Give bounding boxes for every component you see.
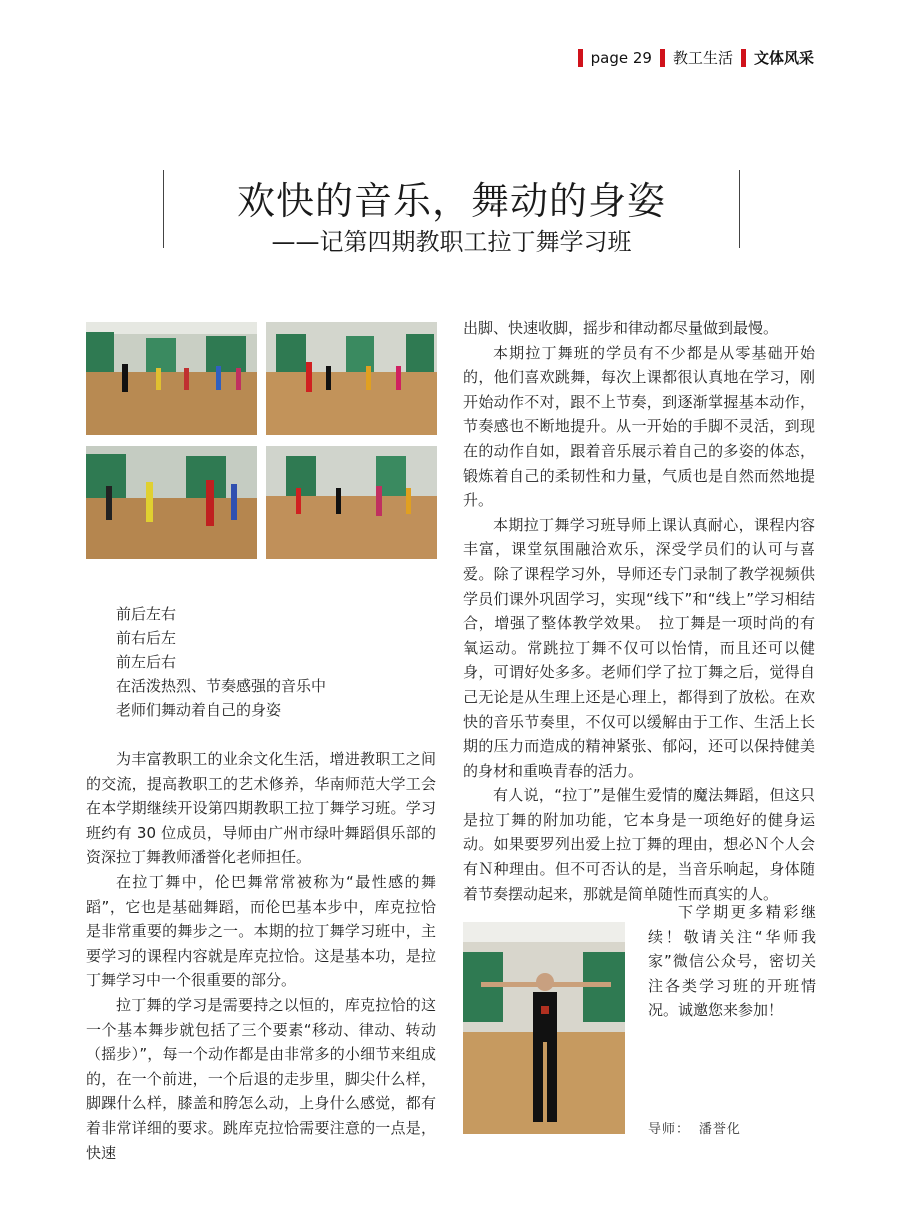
dance-class-photo (266, 446, 437, 559)
instructor-photo (463, 922, 625, 1134)
caption-line: 老师们舞动着自己的身姿 (116, 701, 282, 719)
paragraph: 为丰富教职工的业余文化生活，增进教职工之间的交流，提高教职工的艺术修养，华南师范大学工会在本学期继续开设第四期教职工拉丁舞学习班。学习班约有 30 位成员，导师由广州市绿叶舞蹈俱乐部的资深拉丁舞教师潘誉化老师担任。 (86, 750, 436, 867)
page-number: page 29 (590, 48, 652, 67)
caption-line: 前右后左 (116, 629, 177, 647)
article-subtitle: ——记第四期教职工拉丁舞学习班 (271, 228, 632, 256)
paragraph: 有人说，“拉丁”是催生爱情的魔法舞蹈，但这只是拉丁舞的附加功能，它本身是一项绝好的健身运动。如果要罗列出爱上拉丁舞的理由，想必Ｎ个人会有Ｎ种理由。但不可否认的是，当音乐响起，身体随着节奏摆动起来，那就是简单随性而真实的人。 (463, 786, 815, 903)
article-title: 欢快的音乐，舞动的身姿 (236, 179, 666, 223)
photo-credit: 导师： 潘誉化 (648, 1122, 741, 1137)
dance-class-photo (86, 446, 257, 559)
dance-class-photo (266, 322, 437, 435)
header-accent-bar (578, 49, 583, 67)
caption-line: 在活泼热烈、节奏感强的音乐中 (116, 677, 327, 695)
paragraph: 在拉丁舞中，伦巴舞常常被称为“最性感的舞蹈”，它也是基础舞蹈，而伦巴基本步中，库克拉恰是非常重要的舞步之一。本期的拉丁舞学习班中，主要学习的课程内容就是库克拉恰。这是基本功，是拉丁舞学习中一个很重要的部分。 (86, 872, 436, 990)
caption-line: 前左后右 (116, 653, 177, 671)
section-name: 教工生活 (672, 49, 733, 67)
column-name: 文体风采 (753, 49, 814, 67)
paragraph: 出脚、快速收脚，摇步和律动都尽量做到最慢。 (463, 319, 779, 337)
page-header (570, 47, 814, 68)
dance-class-photo (86, 322, 257, 435)
closing-notice (648, 900, 816, 1023)
paragraph: 下学期更多精彩继续！敬请关注“华师我家”微信公众号，密切关注各类学习班的开班情况。诚邀您来参加！ (648, 903, 816, 1020)
paragraph: 拉丁舞的学习是需要持之以恒的，库克拉恰的这一个基本舞步就包括了三个要素“移动、律动、转动（摇步）”，每一个动作都是由非常多的小细节来组成的，在一个前进，一个后退的走步里，脚尖什么样，脚踝什么样，膝盖和胯怎么动，上身什么感觉，都有着非常详细的要求。跳库克拉恰需要注意的一点是，快速 (86, 995, 436, 1162)
photo-caption (116, 602, 326, 722)
paragraph: 本期拉丁舞学习班导师上课认真耐心，课程内容丰富，课堂氛围融洽欢乐，深受学员们的认可与喜爱。除了课程学习外，导师还专门录制了教学视频供学员们课外巩固学习，实现“线下”和“线上”学习相结合，增强了整体教学效果。 拉丁舞是一项时尚的有氧运动。常跳拉丁舞不仅可以怡情，而且还可以健身，可谓好处多多。老师们学了拉丁舞之后，觉得自己无论是从生理上还是心理上，都得到了放松。在欢快的音乐节奏里，不仅可以缓解由于工作、生活上长期的压力而造成的精神紧张、郁闷，还可以保持健美的身材和重唤青春的活力。 (463, 515, 815, 780)
caption-line: 前后左右 (116, 605, 177, 623)
header-accent-bar (660, 49, 665, 67)
title-block (163, 170, 740, 256)
right-column (463, 316, 815, 906)
header-accent-bar (741, 49, 746, 67)
paragraph: 本期拉丁舞班的学员有不少都是从零基础开始的，他们喜欢跳舞，每次上课都很认真地在学习，刚开始动作不对，跟不上节奏，到逐渐掌握基本动作，节奏感也不断地提升。从一开始的手脚不灵活，到现在的动作自如，跟着音乐展示着自己的多姿的体态，锻炼着自己的柔韧性和力量，气质也是自然而然地提升。 (463, 343, 815, 510)
left-column (86, 747, 436, 1165)
